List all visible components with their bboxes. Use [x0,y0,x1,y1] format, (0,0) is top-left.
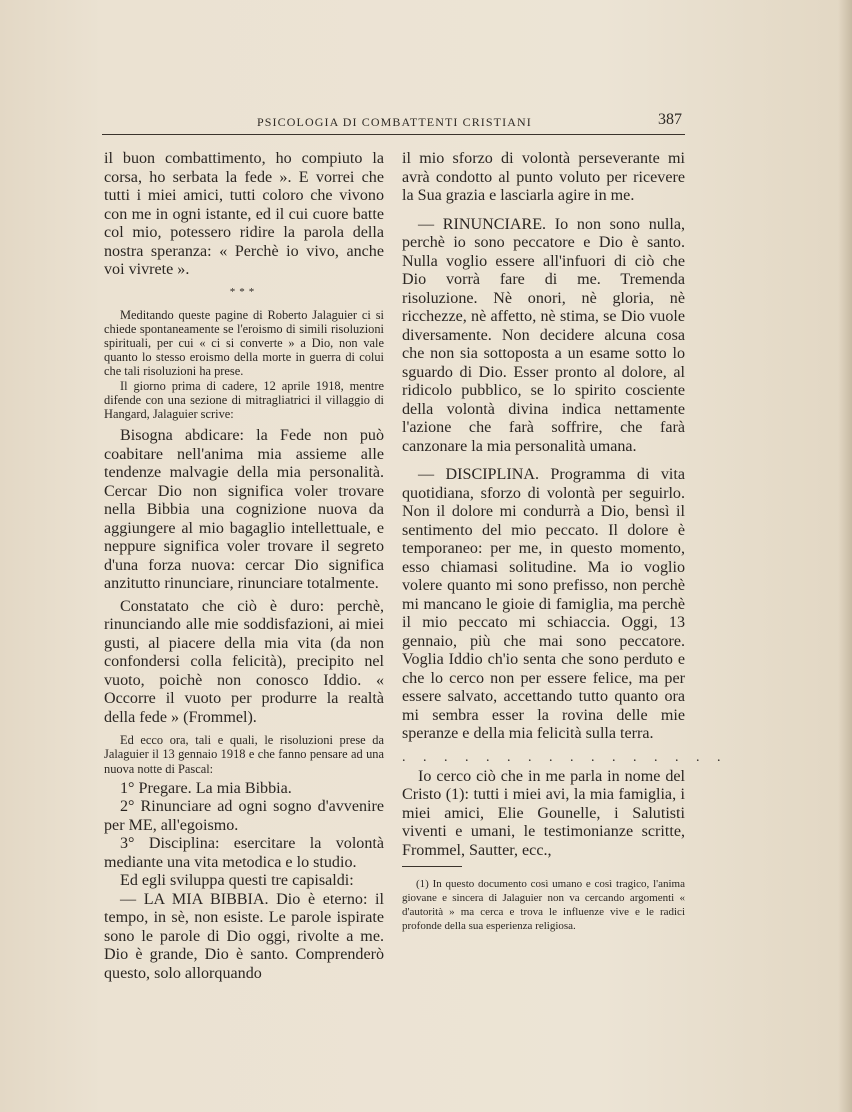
section-separator: *** [229,285,259,298]
resolution-item: 2° Rinunciare ad ogni sogno d'avvenire per ME, all'egoismo. [104,798,384,834]
editorial-note: Meditando queste pagine di Roberto Jalaguier ci si chiede spontaneamente se l'eroismo di simili risoluzioni spirituali, per cui « ci si converte » a Dio, non vale quanto lo stesso eroismo della morte in guerra di colui che tali risoluzioni ha prese. [104,307,384,379]
running-title: PSICOLOGIA DI COMBATTENTI CRISTIANI [257,115,532,129]
left-column [104,150,384,983]
paragraph: Ed egli sviluppa questi tre capisaldi: [120,872,354,890]
paragraph: Io cerco ciò che in me parla in nome del Cristo (1): tutti i miei avi, la mia famiglia, i miei amici, Elie Gounelle, i Salutisti viventi e umani, le testimonianze scritte, Frommel, Sautter, ecc., [402,767,685,859]
footnote: (1) In questo documento così umano e così tragico, l'anima giovane e sincera di Jalaguier non va cercando argomenti « d'autorità » ma cerca e trova le influenze vive e le radici profonde della sua esperienza religiosa. [402,878,685,932]
paragraph: — LA MIA BIBBIA. Dio è eterno: il tempo, in sè, non esiste. Le parole ispirate sono le parole di Dio oggi, rivolte a me. Dio è grande, Dio è santo. Comprenderò questo, solo allorquando [104,890,384,982]
page-number: 387 [658,111,682,128]
paragraph: il buon combattimento, ho compiuto la corsa, ho serbata la fede ». E vorrei che tutti i miei amici, tutti coloro che vivono con me in ogni istante, ed il cui cuore batte col mio, potessero ridire la parola della nostra speranza: « Perchè io vivo, anche voi vivrete ». [104,150,384,278]
quoted-paragraph: Constatato che ciò è duro: perchè, rinunciando alle mie soddisfazioni, ai miei gusti, al piacere della mia vita (da non confondersi colla felicità), precipito nel vuoto, poichè non conosco Iddio. « Occorre il vuoto per produrre la realtà della fede » (Frommel). [104,597,384,726]
resolution-item: 1° Pregare. La mia Bibbia. [120,779,292,797]
editorial-note: Il giorno prima di cadere, 12 aprile 1918, mentre difende con una sezione di mitragliatrici il villaggio di Hangard, Jalaguier scrive: [104,378,384,421]
resolution-item: 3° Disciplina: esercitare la volontà mediante una vita metodica e lo studio. [104,835,384,871]
paragraph: — DISCIPLINA. Programma di vita quotidiana, sforzo di volontà per seguirlo. Non il dolore mi condurrà a Dio, bensì il sentimento del mio peccato. Il dolore è temporaneo: per me, in questo momento, esso chiamasi solitudine. Ma io voglio volere quanto mi sono prefisso, non perchè mi mancano le gioie di famiglia, ma perchè il mio peccato mi schiaccia. Oggi, 13 gennaio, più che mai sono peccatore. Voglia Iddio ch'io senta che sono perduto e che lo cerco non per essere felice, ma per essere salvato, accettando tutto quanto ora mi sembra esser la rovina delle mie speranze e della mia felicità sulla terra. [402,466,685,742]
footnote-rule [402,866,462,867]
right-column [402,150,728,933]
running-header [102,112,685,135]
paragraph: — RINUNCIARE. Io non sono nulla, perchè io sono peccatore e Dio è santo. Nulla voglio essere all'infuori di ciò che Dio vorrà fare di me. Tremenda risoluzione. Nè onori, nè gloria, nè ricchezze, nè affetto, nè stima, se Dio vuole diversamente. Non decidere alcuna cosa che non sia sottoposta a un esame sotto lo sguardo di Dio. Esser pronto al dolore, al ridicolo pubblico, se lo spirito cosciente della volontà divina indica nettamente l'azione che farà soffrire, che farà canzonare la mia personalità umana. [402,215,685,455]
ellipsis-line: . . . . . . . . . . . . . . . . [402,749,728,765]
quoted-paragraph: Bisogna abdicare: la Fede non può coabitare nell'anima mia assieme alle tendenze malvagie della mia personalità. Cercar Dio non significa voler trovare nella Bibbia una cognizione nuova da aggiungere al mio bagaglio intellettuale, e neppure significa voler trovare il segreto d'una forza nuova: cercar Dio significa anzitutto rinunciare, rinunciare totalmente. [104,427,384,593]
editorial-note: Ed ecco ora, tali e quali, le risoluzioni prese da Jalaguier il 13 gennaio 1918 e che fanno pensare ad una nuova notte di Pascal: [104,733,384,776]
paragraph: il mio sforzo di volontà perseverante mi avrà condotto al punto voluto per ricevere la Sua grazia e lasciarla agire in me. [402,150,685,204]
